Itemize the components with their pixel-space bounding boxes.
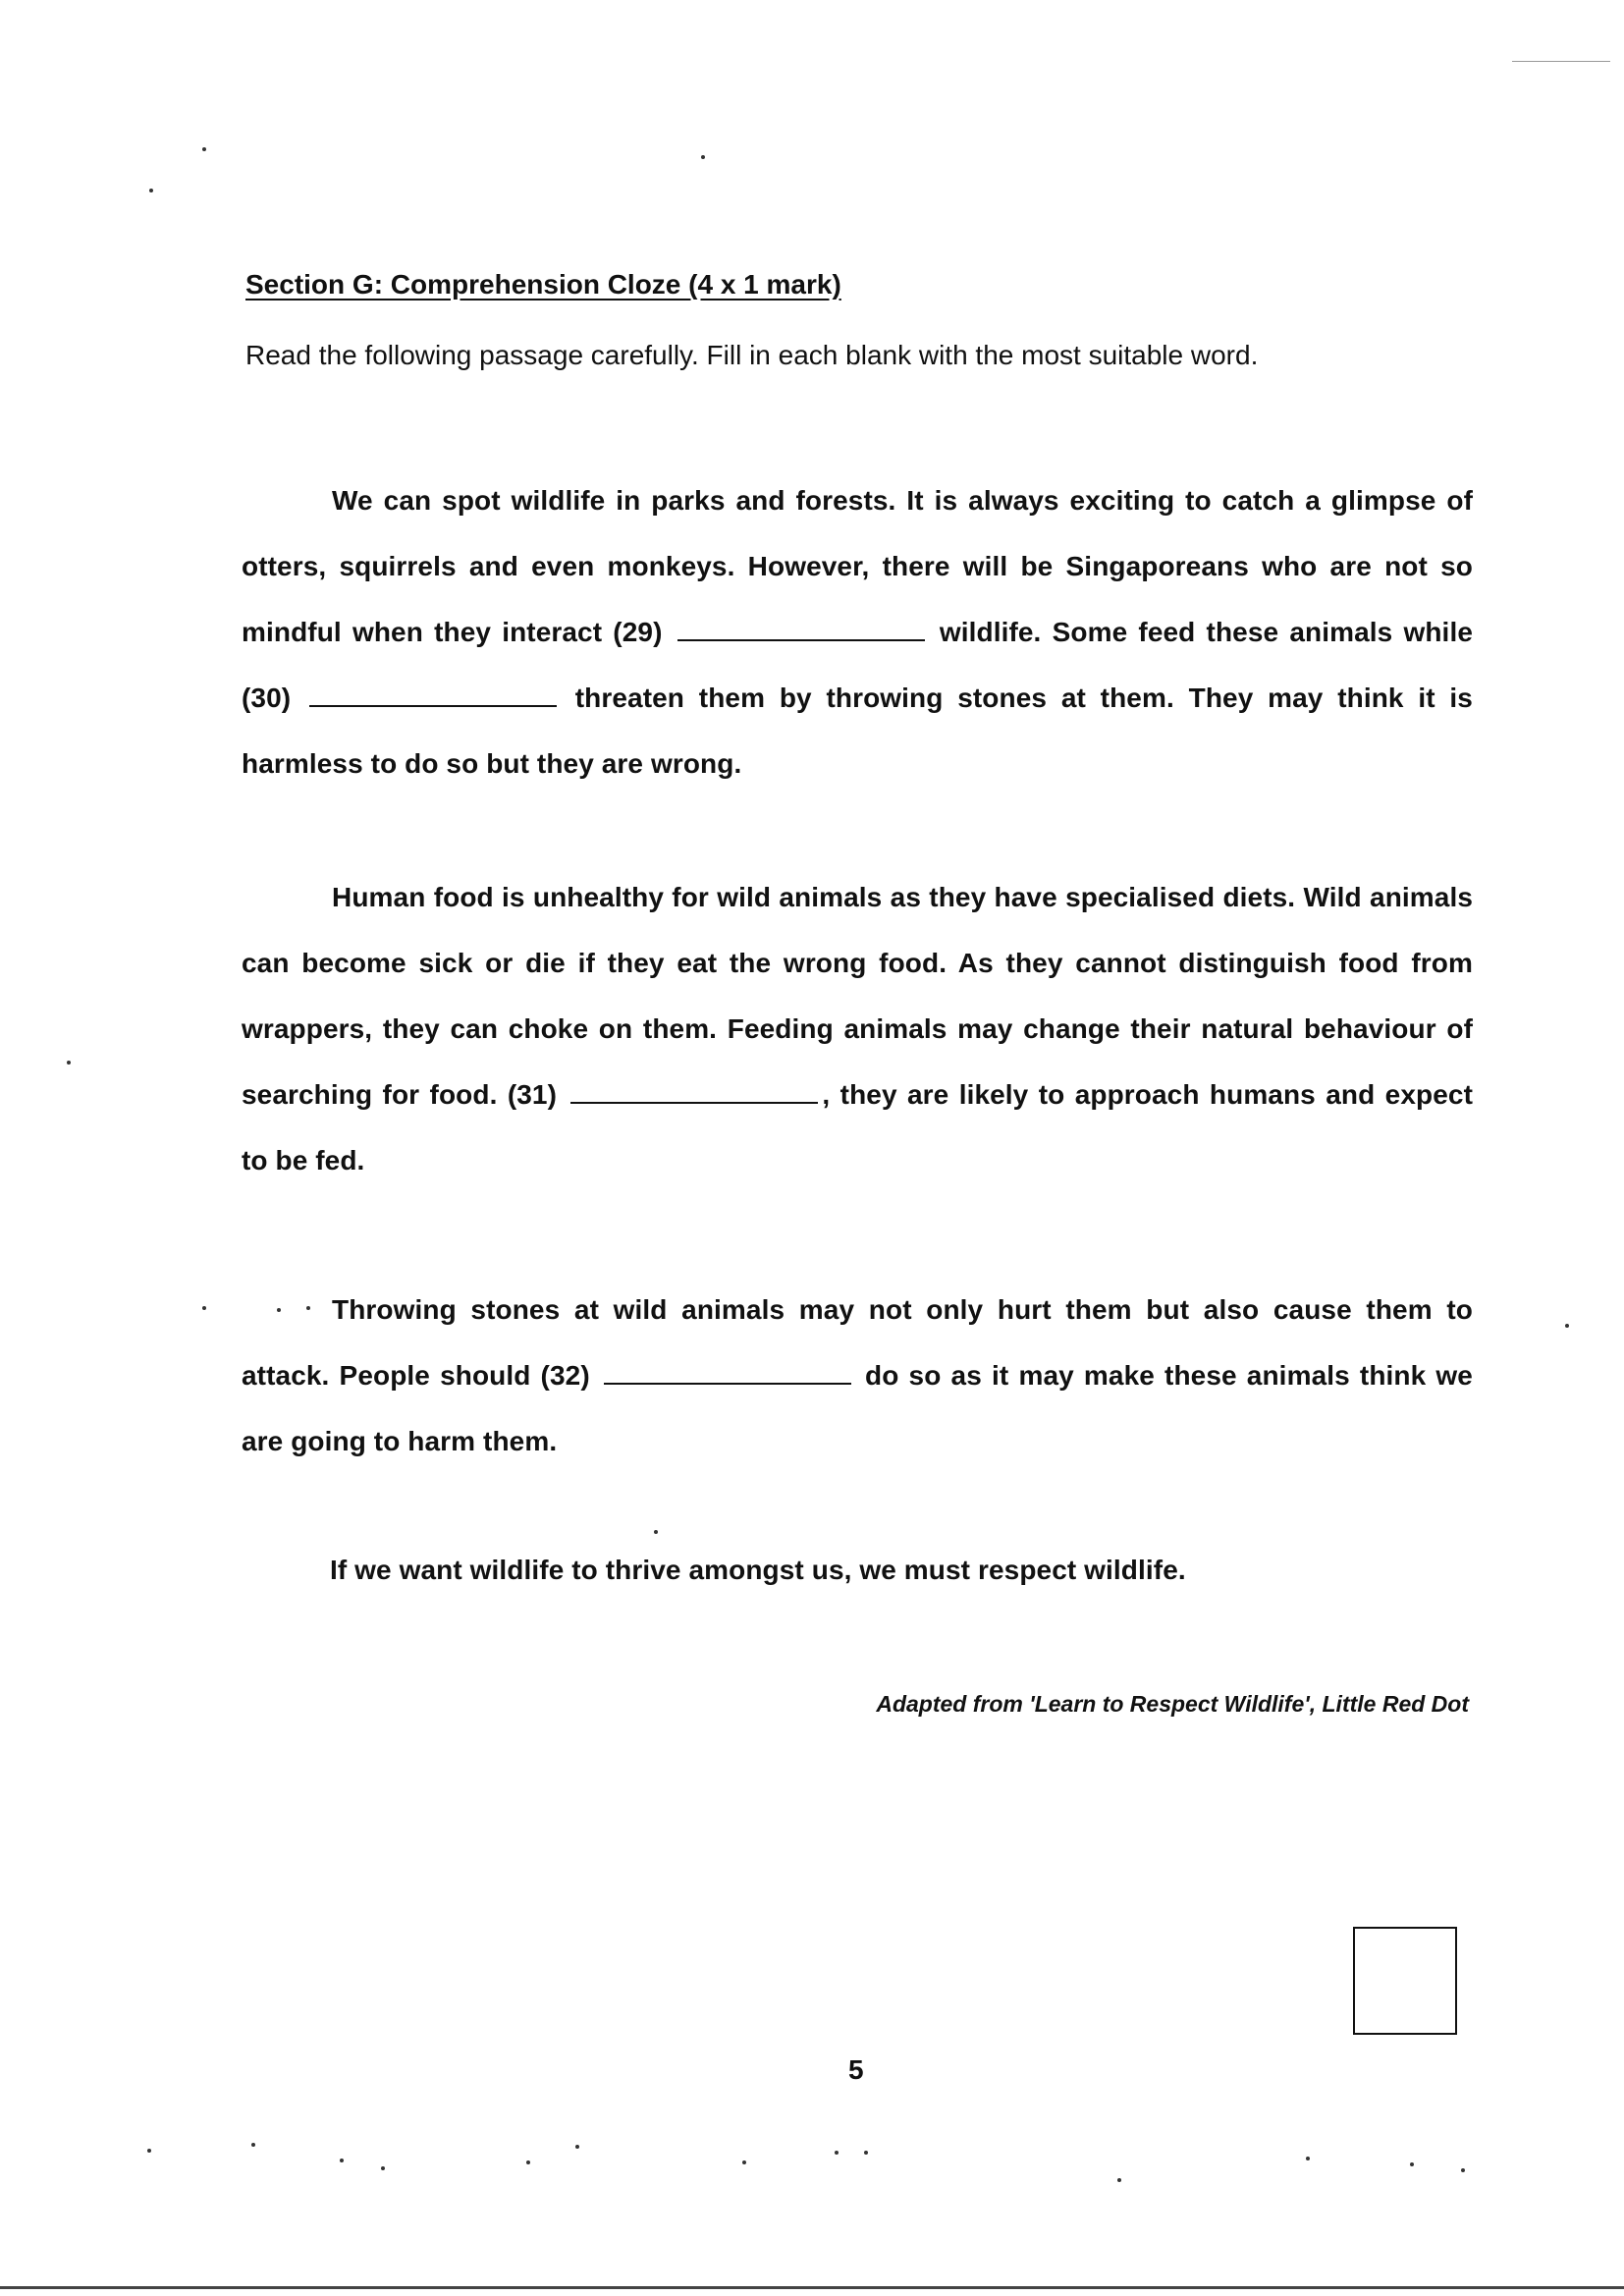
scan-edge-line (1512, 61, 1610, 62)
paragraph-text: , they are likely to approach humans and expect to be fed. (242, 1079, 1473, 1175)
passage-paragraph-3 (242, 1277, 1473, 1474)
scan-speck (202, 147, 206, 151)
scan-speck (835, 2151, 839, 2155)
paragraph-text: wildlife. Some feed these animals while (30) (242, 617, 1473, 713)
scan-speck (149, 189, 153, 192)
paragraph-text: Throwing stones at wild animals may not only hurt them but also cause them to attack. People should (32) (242, 1294, 1473, 1391)
scan-bottom-edge (0, 2286, 1624, 2289)
section-heading: Section G: Comprehension Cloze (4 x 1 mark) (245, 269, 841, 300)
answer-blank-29[interactable] (677, 620, 925, 641)
passage-paragraph-2 (242, 864, 1473, 1193)
source-citation: Adapted from 'Learn to Respect Wildlife', Little Red Dot (876, 1691, 1469, 1717)
scan-speck (277, 1308, 281, 1312)
answer-blank-32[interactable] (604, 1363, 851, 1385)
scan-speck (202, 1306, 206, 1310)
scan-speck (526, 2160, 530, 2164)
scan-speck (381, 2166, 385, 2170)
scan-speck (1306, 2157, 1310, 2160)
scan-speck (701, 155, 705, 159)
paragraph-text: threaten them by throwing stones at them. They may think it is harmless to do so but they are wrong. (242, 683, 1473, 779)
scan-speck (67, 1061, 71, 1065)
scan-speck (575, 2145, 579, 2149)
score-box (1353, 1927, 1457, 2035)
scan-speck (340, 2159, 344, 2162)
paragraph-text: Human food is unhealthy for wild animals as they have specialised diets. Wild animals can become sick or die if they eat the wrong food. As they cannot distinguish food from wrappers, they can choke on them. Feeding animals may change their natural behaviour of searching for food. (31) (242, 882, 1473, 1110)
scan-speck (251, 2143, 255, 2147)
instruction-text: Read the following passage carefully. Fill in each blank with the most suitable word. (245, 340, 1259, 370)
page-number: 5 (848, 2054, 864, 2085)
scan-speck (1565, 1324, 1569, 1328)
passage-paragraph-1 (242, 467, 1473, 796)
paragraph-text: We can spot wildlife in parks and forests. It is always exciting to catch a glimpse of otters, squirrels and even monkeys. However, there will be Singaporeans who are not so mindful when they interact (29) (242, 485, 1473, 647)
scan-speck (742, 2160, 746, 2164)
scan-speck (654, 1530, 658, 1534)
scan-speck (147, 2149, 151, 2153)
scan-speck (864, 2151, 868, 2155)
scan-speck (1117, 2178, 1121, 2182)
scan-speck (306, 1306, 310, 1310)
answer-blank-31[interactable] (570, 1082, 818, 1104)
scan-speck (1461, 2168, 1465, 2172)
scan-speck (1410, 2162, 1414, 2166)
passage-paragraph-4: If we want wildlife to thrive amongst us, we must respect wildlife. (330, 1555, 1186, 1585)
paragraph-text: do so as it may make these animals think we are going to harm them. (242, 1360, 1473, 1456)
answer-blank-30[interactable] (309, 685, 557, 707)
